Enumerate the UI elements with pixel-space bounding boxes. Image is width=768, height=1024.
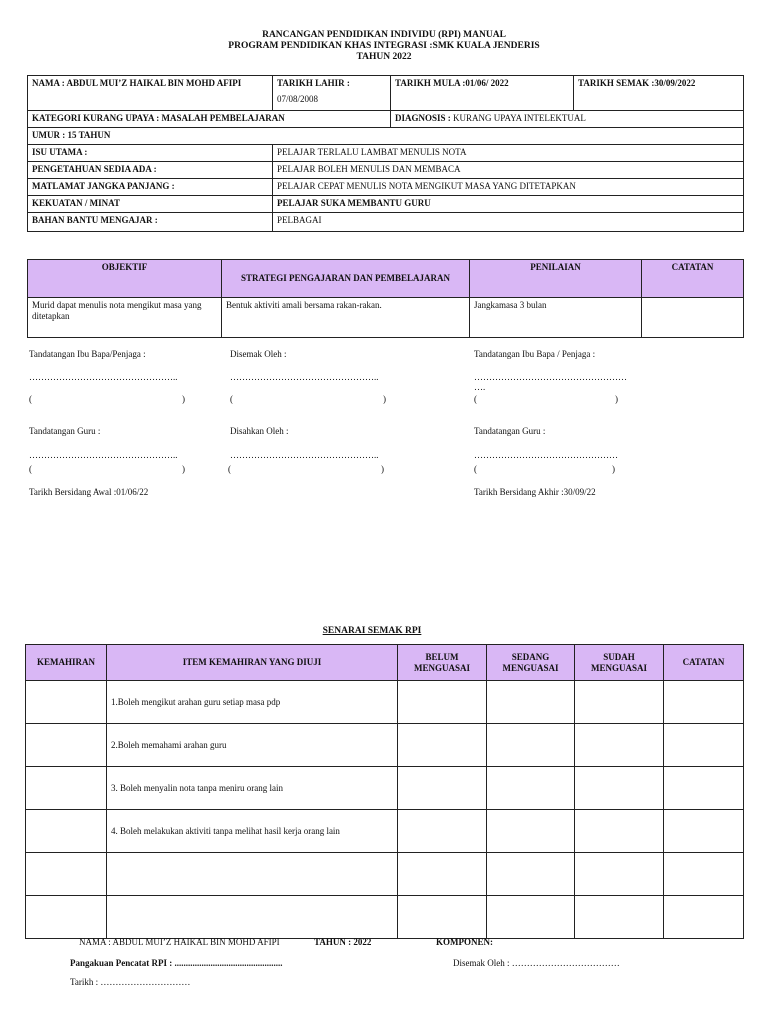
review-date: TARIKH SEMAK :30/09/2022 bbox=[574, 76, 744, 111]
plan-table bbox=[27, 259, 744, 338]
parent-signature-label-1: Tandatangan Ibu Bapa/Penjaga : bbox=[29, 349, 146, 359]
skill-cell bbox=[26, 681, 107, 724]
skill-item: 2.Boleh memahami arahan guru bbox=[107, 724, 398, 767]
name-paren-close: ) bbox=[612, 464, 615, 474]
skill-item: 4. Boleh melakukan aktiviti tanpa melihat hasil kerja orang lain bbox=[107, 810, 398, 853]
belum-cell bbox=[398, 724, 487, 767]
student-name: NAMA : ABDUL MUI’Z HAIKAL BIN MOHD AFIPI bbox=[28, 76, 273, 111]
skill-item: 1.Boleh mengikut arahan guru setiap masa pdp bbox=[107, 681, 398, 724]
plan-header-penilaian: PENILAIAN bbox=[470, 260, 642, 298]
skill-item bbox=[107, 853, 398, 896]
footer-reviewed-by: Disemak Oleh : ……………………………… bbox=[453, 958, 620, 968]
info-row-value: PELAJAR SUKA MEMBANTU GURU bbox=[273, 196, 744, 213]
sudah-cell bbox=[575, 724, 664, 767]
teacher-signature-label-1: Tandatangan Guru : bbox=[29, 426, 101, 436]
diagnosis-label: DIAGNOSIS : bbox=[395, 113, 454, 123]
info-row-label: ISU UTAMA : bbox=[28, 145, 273, 162]
teacher-signature-label-2: Tandatangan Guru : bbox=[474, 426, 546, 436]
name-paren-open: ( bbox=[474, 394, 477, 404]
info-row-value: PELBAGAI bbox=[273, 213, 744, 232]
signature-line-continued: …. bbox=[474, 382, 486, 392]
plan-notes bbox=[642, 298, 744, 338]
diagnosis-value: KURANG UPAYA INTELEKTUAL bbox=[453, 113, 586, 123]
birth-date-label: TARIKH LAHIR : bbox=[277, 78, 350, 88]
birth-date-cell bbox=[273, 76, 391, 111]
checklist-header-catatan: CATATAN bbox=[664, 645, 744, 681]
skill-cell bbox=[26, 724, 107, 767]
meeting-start-date: Tarikh Bersidang Awal :01/06/22 bbox=[29, 487, 149, 497]
belum-cell bbox=[398, 896, 487, 939]
document-year: TAHUN 2022 bbox=[356, 52, 412, 62]
catatan-cell bbox=[664, 853, 744, 896]
disability-category: KATEGORI KURANG UPAYA : MASALAH PEMBELAJARAN bbox=[28, 111, 391, 128]
name-paren-open: ( bbox=[228, 464, 231, 474]
name-paren-close: ) bbox=[381, 464, 384, 474]
meeting-end-date: Tarikh Bersidang Akhir :30/09/22 bbox=[474, 487, 596, 497]
info-row-value: PELAJAR BOLEH MENULIS DAN MEMBACA bbox=[273, 162, 744, 179]
footer-student-name: NAMA : ABDUL MUI’Z HAIKAL BIN MOHD AFIPI bbox=[79, 937, 280, 947]
checklist-header-sedang: SEDANG MENGUASAI bbox=[487, 645, 575, 681]
checklist-header-kemahiran: KEMAHIRAN bbox=[26, 645, 107, 681]
document-subtitle: PROGRAM PENDIDIKAN KHAS INTEGRASI :SMK KUALA JENDERIS bbox=[228, 41, 540, 51]
birth-date-value: 07/08/2008 bbox=[277, 94, 319, 104]
catatan-cell bbox=[664, 767, 744, 810]
name-paren-close: ) bbox=[182, 394, 185, 404]
info-row-value: PELAJAR TERLALU LAMBAT MENULIS NOTA bbox=[273, 145, 744, 162]
sedang-cell bbox=[487, 681, 575, 724]
student-age: UMUR : 15 TAHUN bbox=[28, 128, 744, 145]
signature-line: ………………………………………….. bbox=[29, 372, 178, 382]
signature-line: ………………………………………….. bbox=[230, 450, 379, 460]
student-info-table bbox=[27, 75, 744, 232]
footer-recorder: Pangakuan Pencatat RPI : ................................................ bbox=[70, 958, 283, 968]
checklist-row bbox=[26, 853, 744, 896]
sudah-cell bbox=[575, 767, 664, 810]
name-paren-close: ) bbox=[383, 394, 386, 404]
parent-signature-label-2: Tandatangan Ibu Bapa / Penjaga : bbox=[474, 349, 596, 359]
belum-cell bbox=[398, 810, 487, 853]
checklist-row bbox=[26, 724, 744, 767]
name-paren-open: ( bbox=[474, 464, 477, 474]
catatan-cell bbox=[664, 681, 744, 724]
skill-cell bbox=[26, 896, 107, 939]
checklist-header-item: ITEM KEMAHIRAN YANG DIUJI bbox=[107, 645, 398, 681]
info-row-label: BAHAN BANTU MENGAJAR : bbox=[28, 213, 273, 232]
plan-assessment: Jangkamasa 3 bulan bbox=[470, 298, 642, 338]
signature-line: ………………………………………….. bbox=[29, 450, 178, 460]
footer-year: TAHUN : 2022 bbox=[314, 937, 372, 947]
skill-cell bbox=[26, 810, 107, 853]
sedang-cell bbox=[487, 810, 575, 853]
checklist-table bbox=[25, 644, 744, 939]
plan-header-strategi: STRATEGI PENGAJARAN DAN PEMBELAJARAN bbox=[222, 260, 470, 298]
skill-cell bbox=[26, 767, 107, 810]
belum-cell bbox=[398, 767, 487, 810]
checklist-header-belum: BELUM MENGUASAI bbox=[398, 645, 487, 681]
catatan-cell bbox=[664, 896, 744, 939]
catatan-cell bbox=[664, 810, 744, 853]
checklist-row bbox=[26, 810, 744, 853]
footer-date: Tarikh : ………………………… bbox=[70, 977, 191, 987]
sedang-cell bbox=[487, 896, 575, 939]
belum-cell bbox=[398, 681, 487, 724]
info-row-label: KEKUATAN / MINAT bbox=[28, 196, 273, 213]
skill-item bbox=[107, 896, 398, 939]
name-paren-open: ( bbox=[29, 394, 32, 404]
sudah-cell bbox=[575, 896, 664, 939]
belum-cell bbox=[398, 853, 487, 896]
name-paren-open: ( bbox=[230, 394, 233, 404]
skill-cell bbox=[26, 853, 107, 896]
signature-line: ………………………………………… bbox=[474, 450, 618, 460]
name-paren-close: ) bbox=[182, 464, 185, 474]
signature-line: …………………………………………… bbox=[474, 372, 627, 382]
sudah-cell bbox=[575, 810, 664, 853]
info-row-label: MATLAMAT JANGKA PANJANG : bbox=[28, 179, 273, 196]
start-date: TARIKH MULA :01/06/ 2022 bbox=[391, 76, 574, 111]
sudah-cell bbox=[575, 681, 664, 724]
sedang-cell bbox=[487, 767, 575, 810]
checklist-row bbox=[26, 681, 744, 724]
plan-strategy: Bentuk aktiviti amali bersama rakan-rakan. bbox=[222, 298, 470, 338]
plan-objective: Murid dapat menulis nota mengikut masa yang ditetapkan bbox=[28, 298, 222, 338]
info-row-value: PELAJAR CEPAT MENULIS NOTA MENGIKUT MASA YANG DITETAPKAN bbox=[273, 179, 744, 196]
catatan-cell bbox=[664, 724, 744, 767]
sudah-cell bbox=[575, 853, 664, 896]
info-row-label: PENGETAHUAN SEDIA ADA : bbox=[28, 162, 273, 179]
checklist-title: SENARAI SEMAK RPI bbox=[322, 626, 422, 636]
approved-by-label: Disahkan Oleh : bbox=[230, 426, 289, 436]
name-paren-close: ) bbox=[615, 394, 618, 404]
checklist-row bbox=[26, 896, 744, 939]
plan-header-objektif: OBJEKTIF bbox=[28, 260, 222, 298]
name-paren-open: ( bbox=[29, 464, 32, 474]
document-title: RANCANGAN PENDIDIKAN INDIVIDU (RPI) MANUAL bbox=[262, 30, 506, 40]
sedang-cell bbox=[487, 724, 575, 767]
checklist-header-sudah: SUDAH MENGUASAI bbox=[575, 645, 664, 681]
footer-component: KOMPONEN: bbox=[436, 937, 493, 947]
skill-item: 3. Boleh menyalin nota tanpa meniru orang lain bbox=[107, 767, 398, 810]
signature-line: ………………………………………….. bbox=[230, 372, 379, 382]
diagnosis-cell bbox=[391, 111, 744, 128]
checklist-row bbox=[26, 767, 744, 810]
plan-header-catatan: CATATAN bbox=[642, 260, 744, 298]
reviewed-by-label: Disemak Oleh : bbox=[230, 349, 287, 359]
sedang-cell bbox=[487, 853, 575, 896]
